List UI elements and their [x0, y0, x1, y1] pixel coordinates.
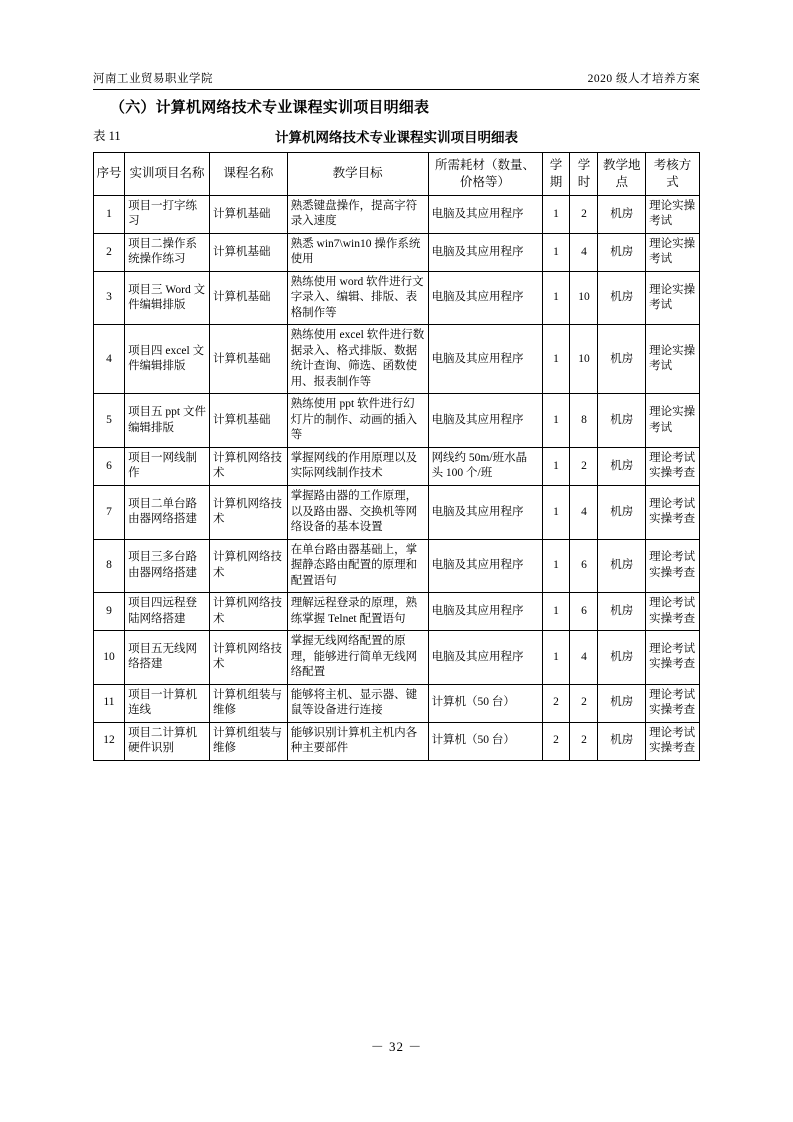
- cell-teaching-goal: 能够将主机、显示器、键鼠等设备进行连接: [287, 684, 428, 722]
- table-row: [94, 684, 700, 722]
- cell-hours: 6: [570, 593, 598, 631]
- page-number: － 32 －: [370, 1039, 423, 1054]
- cell-index: 8: [94, 539, 125, 593]
- cell-index: 11: [94, 684, 125, 722]
- cell-exam: 理论考试实操考查: [646, 486, 700, 540]
- cell-term: 1: [542, 593, 570, 631]
- cell-place: 机房: [598, 325, 646, 394]
- column-header-index: 序号: [94, 153, 125, 196]
- table-row: [94, 271, 700, 325]
- cell-materials: 电脑及其应用程序: [428, 195, 542, 233]
- cell-course-name: 计算机网络技术: [210, 539, 288, 593]
- cell-course-name: 计算机组装与维修: [210, 684, 288, 722]
- table-row: [94, 539, 700, 593]
- column-header-project-name: 实训项目名称: [125, 153, 210, 196]
- cell-exam: 理论实操考试: [646, 394, 700, 448]
- cell-place: 机房: [598, 394, 646, 448]
- cell-hours: 2: [570, 447, 598, 485]
- cell-place: 机房: [598, 233, 646, 271]
- cell-term: 1: [542, 325, 570, 394]
- table-row: [94, 486, 700, 540]
- cell-course-name: 计算机组装与维修: [210, 722, 288, 760]
- cell-materials: 电脑及其应用程序: [428, 394, 542, 448]
- cell-project-name: 项目三多台路由器网络搭建: [125, 539, 210, 593]
- cell-teaching-goal: 熟练使用 excel 软件进行数据录入、格式排版、数据统计查询、筛选、函数使用、报表制作等: [287, 325, 428, 394]
- cell-course-name: 计算机基础: [210, 271, 288, 325]
- cell-project-name: 项目二单台路由器网络搭建: [125, 486, 210, 540]
- header-institution: 河南工业贸易职业学院: [93, 73, 213, 85]
- cell-term: 2: [542, 684, 570, 722]
- cell-term: 2: [542, 722, 570, 760]
- table-number: 表 11: [93, 129, 121, 143]
- cell-place: 机房: [598, 195, 646, 233]
- cell-index: 7: [94, 486, 125, 540]
- cell-teaching-goal: 熟练使用 ppt 软件进行幻灯片的制作、动画的插入等: [287, 394, 428, 448]
- table-row: [94, 325, 700, 394]
- cell-term: 1: [542, 394, 570, 448]
- cell-hours: 4: [570, 631, 598, 685]
- column-header-course-name: 课程名称: [210, 153, 288, 196]
- table-row: [94, 593, 700, 631]
- cell-teaching-goal: 在单台路由器基础上，掌握静态路由配置的原理和配置语句: [287, 539, 428, 593]
- table-header-row: [94, 153, 700, 196]
- cell-course-name: 计算机网络技术: [210, 447, 288, 485]
- cell-course-name: 计算机基础: [210, 233, 288, 271]
- cell-term: 1: [542, 271, 570, 325]
- column-header-place: 教学地点: [598, 153, 646, 196]
- cell-materials: 电脑及其应用程序: [428, 271, 542, 325]
- cell-course-name: 计算机网络技术: [210, 486, 288, 540]
- cell-course-name: 计算机基础: [210, 325, 288, 394]
- cell-hours: 2: [570, 684, 598, 722]
- cell-exam: 理论考试实操考查: [646, 539, 700, 593]
- cell-project-name: 项目二操作系统操作练习: [125, 233, 210, 271]
- cell-exam: 理论考试实操考查: [646, 631, 700, 685]
- cell-place: 机房: [598, 486, 646, 540]
- cell-hours: 6: [570, 539, 598, 593]
- cell-teaching-goal: 掌握路由器的工作原理，以及路由器、交换机等网络设备的基本设置: [287, 486, 428, 540]
- table-row: [94, 631, 700, 685]
- cell-exam: 理论实操考试: [646, 233, 700, 271]
- cell-teaching-goal: 熟练使用 word 软件进行文字录入、编辑、排版、表格制作等: [287, 271, 428, 325]
- cell-term: 1: [542, 195, 570, 233]
- cell-project-name: 项目五无线网络搭建: [125, 631, 210, 685]
- cell-term: 1: [542, 631, 570, 685]
- table-row: [94, 722, 700, 760]
- cell-teaching-goal: 掌握网线的作用原理以及实际网线制作技术: [287, 447, 428, 485]
- column-header-materials: 所需耗材（数量、价格等）: [428, 153, 542, 196]
- table-caption: 计算机网络技术专业课程实训项目明细表: [275, 130, 518, 145]
- page-header: [93, 70, 700, 90]
- cell-exam: 理论实操考试: [646, 195, 700, 233]
- cell-exam: 理论考试实操考查: [646, 593, 700, 631]
- cell-materials: 计算机（50 台）: [428, 722, 542, 760]
- cell-place: 机房: [598, 631, 646, 685]
- cell-project-name: 项目一网线制作: [125, 447, 210, 485]
- table-row: [94, 195, 700, 233]
- cell-hours: 4: [570, 233, 598, 271]
- cell-project-name: 项目一计算机连线: [125, 684, 210, 722]
- cell-teaching-goal: 理解远程登录的原理，熟练掌握 Telnet 配置语句: [287, 593, 428, 631]
- cell-place: 机房: [598, 722, 646, 760]
- cell-materials: 电脑及其应用程序: [428, 593, 542, 631]
- cell-course-name: 计算机基础: [210, 195, 288, 233]
- cell-index: 4: [94, 325, 125, 394]
- table-row: [94, 447, 700, 485]
- cell-teaching-goal: 掌握无线网络配置的原理，能够进行简单无线网络配置: [287, 631, 428, 685]
- cell-materials: 电脑及其应用程序: [428, 325, 542, 394]
- table-row: [94, 233, 700, 271]
- cell-exam: 理论实操考试: [646, 271, 700, 325]
- cell-term: 1: [542, 486, 570, 540]
- cell-teaching-goal: 能够识别计算机主机内各种主要部件: [287, 722, 428, 760]
- cell-term: 1: [542, 447, 570, 485]
- cell-place: 机房: [598, 593, 646, 631]
- cell-project-name: 项目一打字练习: [125, 195, 210, 233]
- cell-course-name: 计算机网络技术: [210, 631, 288, 685]
- cell-course-name: 计算机基础: [210, 394, 288, 448]
- cell-hours: 10: [570, 325, 598, 394]
- cell-index: 10: [94, 631, 125, 685]
- cell-exam: 理论实操考试: [646, 325, 700, 394]
- cell-hours: 8: [570, 394, 598, 448]
- cell-exam: 理论考试实操考查: [646, 447, 700, 485]
- cell-hours: 2: [570, 195, 598, 233]
- column-header-exam: 考核方式: [646, 153, 700, 196]
- cell-project-name: 项目二计算机硬件识别: [125, 722, 210, 760]
- cell-term: 1: [542, 233, 570, 271]
- cell-exam: 理论考试实操考查: [646, 684, 700, 722]
- cell-term: 1: [542, 539, 570, 593]
- table-row: [94, 394, 700, 448]
- cell-index: 3: [94, 271, 125, 325]
- cell-materials: 网线约 50m/班水晶头 100 个/班: [428, 447, 542, 485]
- cell-index: 12: [94, 722, 125, 760]
- cell-materials: 电脑及其应用程序: [428, 631, 542, 685]
- column-header-term: 学期: [542, 153, 570, 196]
- column-header-hours: 学时: [570, 153, 598, 196]
- cell-materials: 电脑及其应用程序: [428, 539, 542, 593]
- cell-index: 9: [94, 593, 125, 631]
- cell-course-name: 计算机网络技术: [210, 593, 288, 631]
- cell-hours: 10: [570, 271, 598, 325]
- cell-index: 5: [94, 394, 125, 448]
- cell-teaching-goal: 熟悉 win7\win10 操作系统使用: [287, 233, 428, 271]
- cell-exam: 理论考试实操考查: [646, 722, 700, 760]
- cell-hours: 4: [570, 486, 598, 540]
- column-header-teaching-goal: 教学目标: [287, 153, 428, 196]
- cell-index: 1: [94, 195, 125, 233]
- cell-place: 机房: [598, 684, 646, 722]
- cell-index: 6: [94, 447, 125, 485]
- cell-index: 2: [94, 233, 125, 271]
- cell-project-name: 项目四 excel 文件编辑排版: [125, 325, 210, 394]
- section-title: （六）计算机网络技术专业课程实训项目明细表: [110, 100, 430, 116]
- cell-project-name: 项目四远程登陆网络搭建: [125, 593, 210, 631]
- cell-project-name: 项目五 ppt 文件编辑排版: [125, 394, 210, 448]
- header-document-title: 2020 级人才培养方案: [587, 73, 700, 85]
- cell-materials: 计算机（50 台）: [428, 684, 542, 722]
- training-projects-table: [93, 152, 700, 761]
- cell-project-name: 项目三 Word 文件编辑排版: [125, 271, 210, 325]
- cell-materials: 电脑及其应用程序: [428, 486, 542, 540]
- cell-teaching-goal: 熟悉键盘操作，提高字符录入速度: [287, 195, 428, 233]
- cell-place: 机房: [598, 447, 646, 485]
- cell-hours: 2: [570, 722, 598, 760]
- cell-place: 机房: [598, 271, 646, 325]
- cell-materials: 电脑及其应用程序: [428, 233, 542, 271]
- cell-place: 机房: [598, 539, 646, 593]
